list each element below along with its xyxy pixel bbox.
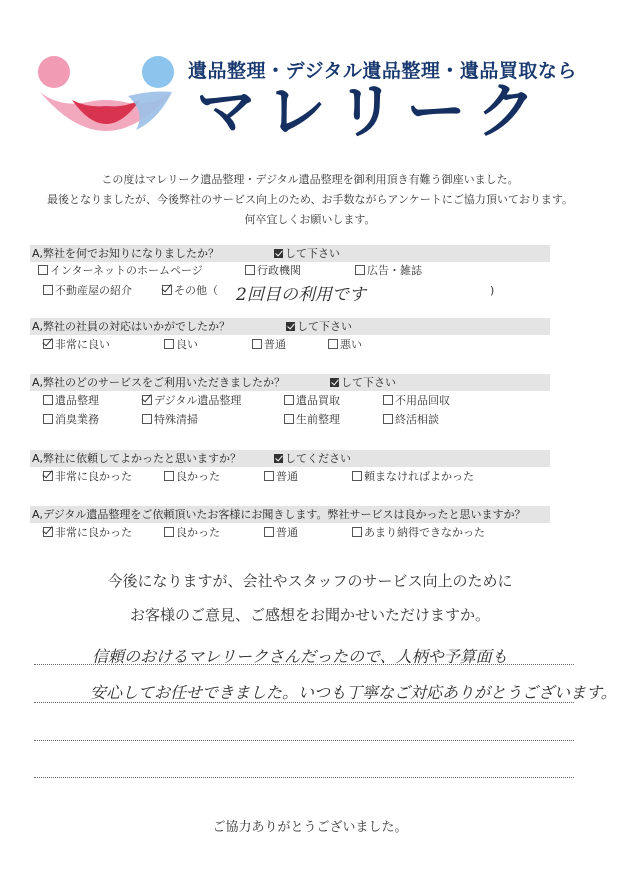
- comment-dotted-line: [34, 702, 574, 703]
- checkbox-icon[interactable]: [43, 285, 53, 295]
- intro-text: [0, 170, 620, 230]
- option-digital-estate[interactable]: デジタル遺品整理: [142, 393, 241, 409]
- option-neutral[interactable]: 普通: [264, 469, 298, 485]
- question-1-text: A,弊社を何でお知りになりましたか？: [32, 247, 220, 260]
- checkbox-icon[interactable]: [383, 414, 393, 424]
- checkbox-icon[interactable]: [164, 527, 174, 537]
- option-digital-unsatisfied[interactable]: あまり納得できなかった: [352, 525, 485, 541]
- comment-dotted-line: [34, 777, 574, 778]
- closing-line-2: お客様のご意見、ご感想をお聞かせいただけますか。: [129, 606, 490, 624]
- option-estate-clearing[interactable]: 遺品整理: [43, 393, 99, 409]
- option-very-good[interactable]: 非常に良い: [43, 337, 110, 353]
- checkbox-icon[interactable]: [38, 265, 48, 275]
- question-4-text: A,弊社に依頼してよかったと思いますか？: [32, 452, 242, 465]
- option-special-cleaning[interactable]: 特殊清掃: [142, 412, 198, 428]
- logo-pink-dot: [38, 56, 70, 88]
- checkbox-icon: [274, 249, 283, 258]
- checkbox-icon[interactable]: [352, 471, 362, 481]
- option-end-of-life-consult[interactable]: 終活相談: [383, 412, 439, 428]
- checkbox-icon[interactable]: [164, 339, 174, 349]
- question-2-text: A,弊社の社員の対応はいかがでしたか？: [32, 320, 231, 333]
- comment-line-1: 信頼のおけるマレリークさんだったので、人柄や予算面も: [92, 647, 508, 666]
- option-pre-death-organizing[interactable]: 生前整理: [284, 412, 340, 428]
- checkbox-icon[interactable]: [43, 414, 53, 424]
- question-5-header: [30, 506, 550, 523]
- question-5-text: A,デジタル遺品整理をご依頼頂いたお客様にお聞きします。弊社サービスは良かったと思いますか？: [32, 508, 526, 521]
- brand-name: マレリーク: [196, 77, 546, 147]
- thanks-text: ご協力ありがとうございました。: [212, 820, 408, 835]
- question-4-header: [30, 450, 550, 467]
- option-junk-collection[interactable]: 不用品回収: [383, 393, 450, 409]
- checkbox-icon[interactable]: [355, 265, 365, 275]
- other-close-paren: ): [490, 284, 495, 297]
- question-2-header: [30, 318, 550, 335]
- option-regret[interactable]: 頼まなければよかった: [352, 469, 474, 485]
- checkbox-icon[interactable]: [284, 414, 294, 424]
- option-good[interactable]: 良い: [164, 337, 198, 353]
- checkbox-checked-icon[interactable]: [162, 285, 172, 295]
- option-government[interactable]: 行政機関: [245, 263, 301, 279]
- intro-line: 何卒宜しくお願いします。: [244, 213, 376, 226]
- checkbox-icon[interactable]: [352, 527, 362, 537]
- checkbox-checked-icon[interactable]: [142, 395, 152, 405]
- checkbox-icon[interactable]: [43, 395, 53, 405]
- other-answer-handwritten: 2回目の利用です: [236, 285, 366, 305]
- option-normal[interactable]: 普通: [252, 337, 286, 353]
- logo-blue-dot: [142, 56, 174, 88]
- option-digital-neutral[interactable]: 普通: [264, 525, 298, 541]
- question-3-header: [30, 374, 550, 391]
- option-bad[interactable]: 悪い: [328, 337, 362, 353]
- option-deodorizing[interactable]: 消臭業務: [43, 412, 99, 428]
- option-other[interactable]: その他（: [162, 283, 218, 299]
- checkbox-icon: [330, 378, 339, 387]
- checkbox-checked-icon[interactable]: [43, 339, 53, 349]
- option-very-satisfied[interactable]: 非常に良かった: [43, 469, 132, 485]
- logo-mark: [32, 50, 180, 142]
- option-satisfied[interactable]: 良かった: [164, 469, 220, 485]
- checkbox-checked-icon[interactable]: [43, 527, 53, 537]
- question-4-hint: してください: [274, 450, 351, 467]
- question-2-hint: して下さい: [286, 318, 352, 335]
- checkbox-icon[interactable]: [328, 339, 338, 349]
- checkbox-icon[interactable]: [383, 395, 393, 405]
- checkbox-icon[interactable]: [264, 471, 274, 481]
- question-3-text: A,弊社のどのサービスをご利用いただきましたか？: [32, 376, 286, 389]
- option-digital-satisfied[interactable]: 良かった: [164, 525, 220, 541]
- tagline: 遺品整理・デジタル遺品整理・遺品買取なら: [188, 60, 577, 82]
- comment-line-2: 安心してお任せできました。いつも丁寧なご対応ありがとうございます。: [90, 683, 617, 702]
- comment-dotted-line: [34, 664, 574, 665]
- option-real-estate[interactable]: 不動産屋の紹介: [43, 283, 132, 299]
- checkbox-checked-icon[interactable]: [43, 471, 53, 481]
- question-1-header: [30, 245, 550, 262]
- checkbox-icon[interactable]: [284, 395, 294, 405]
- option-advertisement[interactable]: 広告・雑誌: [355, 263, 422, 279]
- checkbox-icon[interactable]: [264, 527, 274, 537]
- checkbox-icon[interactable]: [245, 265, 255, 275]
- comment-dotted-line: [34, 740, 574, 741]
- checkbox-icon[interactable]: [164, 471, 174, 481]
- option-homepage[interactable]: インターネットのホームページ: [38, 263, 203, 279]
- checkbox-icon: [274, 454, 283, 463]
- intro-line: この度はマレリーク遺品整理・デジタル遺品整理を御利用頂き有難う御座いました。: [101, 173, 519, 186]
- option-digital-very-satisfied[interactable]: 非常に良かった: [43, 525, 132, 541]
- checkbox-icon[interactable]: [252, 339, 262, 349]
- closing-line-1: 今後になりますが、会社やスタッフのサービス向上のために: [107, 572, 513, 590]
- checkbox-icon: [286, 322, 295, 331]
- question-1-hint: して下さい: [274, 245, 340, 262]
- intro-line: 最後となりましたが、今後弊社のサービス向上のため、お手数ながらアンケートにご協力頂いております。: [46, 193, 574, 206]
- question-3-hint: して下さい: [330, 374, 396, 391]
- checkbox-icon[interactable]: [142, 414, 152, 424]
- option-estate-buyback[interactable]: 遺品買取: [284, 393, 340, 409]
